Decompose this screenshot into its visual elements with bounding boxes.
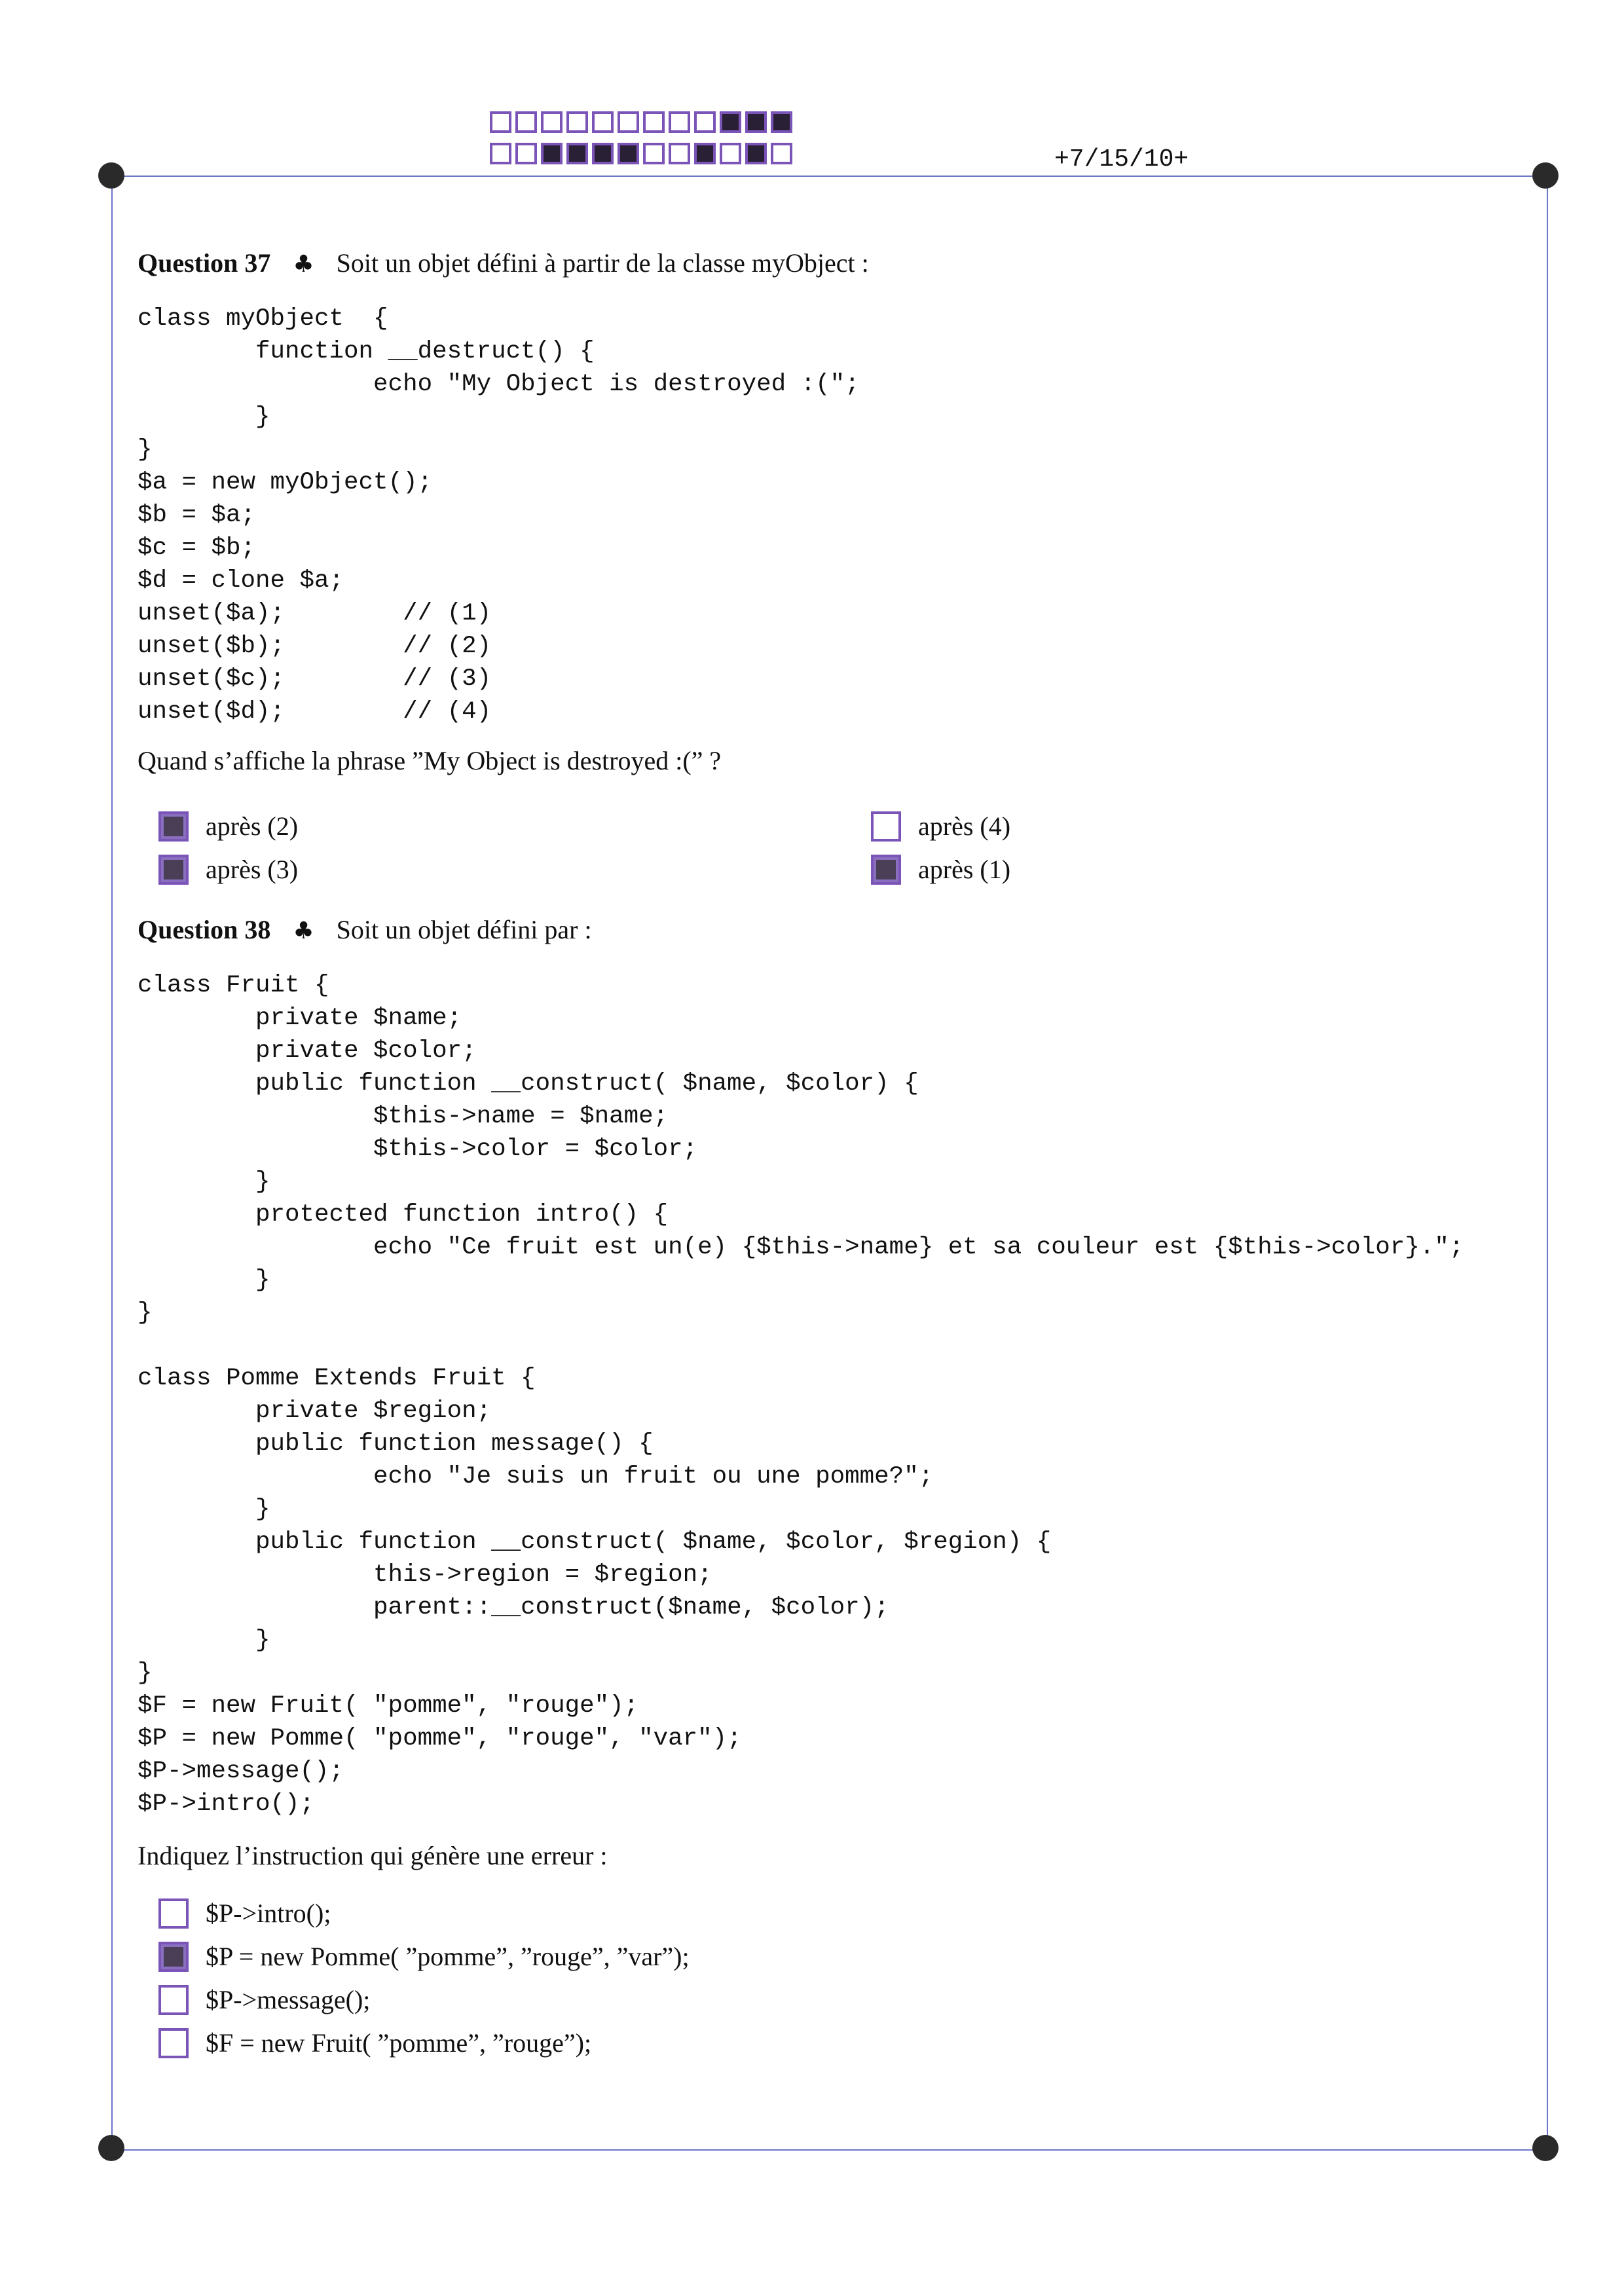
barcode-cell [745, 111, 767, 133]
barcode-cell [618, 143, 639, 164]
registration-mark-top-right [1532, 162, 1559, 189]
barcode-cell [694, 111, 716, 133]
q38-choice-1[interactable] [158, 1898, 331, 1929]
barcode-cell [720, 143, 741, 164]
q37-choice-4[interactable] [871, 854, 1010, 885]
q38-choice-3[interactable] [158, 1984, 370, 2015]
barcode-cell [490, 111, 511, 133]
barcode-cell [566, 143, 588, 164]
question-38-header [138, 914, 592, 945]
choice-label: après (4) [918, 811, 1011, 841]
q38-choice-2[interactable] [158, 1941, 690, 1972]
barcode-cell [592, 143, 614, 164]
barcode-cell [643, 143, 665, 164]
q37-choice-2[interactable] [158, 854, 298, 885]
barcode-cell [515, 143, 537, 164]
barcode-cell [771, 143, 792, 164]
barcode-cell [669, 143, 690, 164]
barcode-cell [541, 143, 563, 164]
choice-label: $P->message(); [206, 1985, 371, 2014]
checkbox[interactable] [158, 811, 189, 842]
question-number: Question 38 [138, 915, 271, 944]
q37-choice-1[interactable] [158, 811, 298, 842]
question-37-prompt: Quand s’affiche la phrase ”My Object is destroyed :(” ? [138, 746, 722, 775]
barcode-cell [669, 111, 690, 133]
barcode-cell [694, 143, 716, 164]
checkbox[interactable] [158, 1898, 189, 1929]
barcode-row-1 [490, 111, 796, 133]
checkbox[interactable] [158, 1942, 189, 1972]
checkbox[interactable] [871, 811, 901, 842]
club-icon: ♣ [293, 917, 314, 944]
q38-choice-4[interactable] [158, 2028, 591, 2058]
question-number: Question 37 [138, 248, 271, 278]
page-id: +7/15/10+ [1054, 145, 1189, 174]
club-icon: ♣ [293, 251, 314, 278]
question-text: Soit un objet défini par : [336, 915, 592, 944]
barcode-cell [592, 111, 614, 133]
barcode-cell [515, 111, 537, 133]
checkbox[interactable] [158, 2028, 189, 2058]
barcode-cell [618, 111, 639, 133]
barcode-cell [771, 111, 792, 133]
barcode-cell [566, 111, 588, 133]
barcode-cell [643, 111, 665, 133]
barcode-cell [720, 111, 741, 133]
code-block-q38: class Fruit { private $name; private $color; public function __construct( $name, $color) { $this->name = $name; $this->color = $color; } protected function intro() { echo "Ce fruit est un(e) {$this->name} et sa couleur est {$this->color}."; } } class Pomme Extends Fruit { private $region; public function message() { echo "Je suis un fruit ou une pomme?"; } public function __construct( $name, $color, $region) { this->region = $region; parent::__construct($name, $color); } } $F = new Fruit( "pomme", "rouge"); $P = new Pomme( "pomme", "rouge", "var"); $P->message(); $P->intro(); [138, 972, 1464, 1818]
choice-label: $F = new Fruit( ”pomme”, ”rouge”); [206, 2028, 592, 2058]
barcode-cell [490, 143, 511, 164]
q37-choice-3[interactable] [871, 811, 1010, 842]
registration-mark-bottom-left [98, 2135, 124, 2161]
question-37-header [138, 248, 869, 278]
choice-label: $P->intro(); [206, 1898, 331, 1928]
barcode-cell [541, 111, 563, 133]
choice-label: $P = new Pomme( ”pomme”, ”rouge”, ”var”); [206, 1942, 690, 1971]
choice-label: après (1) [918, 855, 1011, 884]
choice-label: après (3) [206, 855, 299, 884]
code-block-q37: class myObject { function __destruct() { echo "My Object is destroyed :("; } } $a = new myObject(); $b = $a; $c = $b; $d = clone $a; unset($a); // (1) unset($b); // (2) unset($c); // (3) unset($d); // (4) [138, 305, 860, 726]
question-38-prompt: Indiquez l’instruction qui génère une erreur : [138, 1841, 608, 1870]
barcode-row-2 [490, 143, 796, 164]
barcode-cell [745, 143, 767, 164]
checkbox[interactable] [158, 855, 189, 885]
checkbox[interactable] [871, 855, 901, 885]
registration-mark-bottom-right [1532, 2135, 1559, 2161]
question-text: Soit un objet défini à partir de la classe myObject : [336, 248, 869, 278]
registration-mark-top-left [98, 162, 124, 189]
checkbox[interactable] [158, 1985, 189, 2015]
choice-label: après (2) [206, 811, 299, 841]
